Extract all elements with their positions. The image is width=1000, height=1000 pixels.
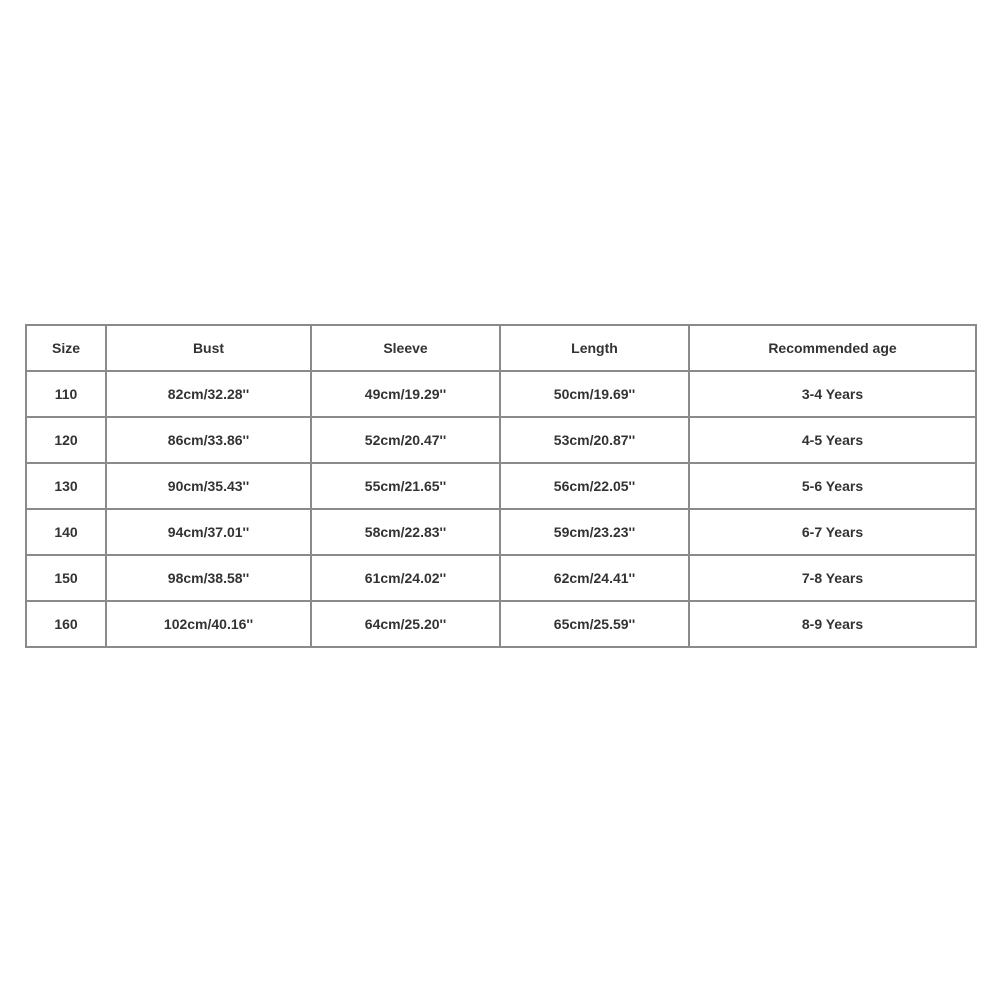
cell-sleeve: 58cm/22.83'' — [311, 509, 500, 555]
header-sleeve: Sleeve — [311, 325, 500, 371]
cell-recommended-age: 6-7 Years — [689, 509, 976, 555]
cell-length: 65cm/25.59'' — [500, 601, 689, 647]
cell-size: 140 — [26, 509, 106, 555]
cell-recommended-age: 7-8 Years — [689, 555, 976, 601]
cell-bust: 82cm/32.28'' — [106, 371, 311, 417]
cell-sleeve: 61cm/24.02'' — [311, 555, 500, 601]
header-row — [26, 325, 976, 371]
header-bust: Bust — [106, 325, 311, 371]
table-row — [26, 371, 976, 417]
cell-bust: 86cm/33.86'' — [106, 417, 311, 463]
cell-sleeve: 52cm/20.47'' — [311, 417, 500, 463]
cell-sleeve: 64cm/25.20'' — [311, 601, 500, 647]
cell-bust: 94cm/37.01'' — [106, 509, 311, 555]
table-row — [26, 509, 976, 555]
table-row — [26, 601, 976, 647]
table-row — [26, 555, 976, 601]
size-chart-header — [26, 325, 976, 371]
cell-size: 150 — [26, 555, 106, 601]
cell-size: 110 — [26, 371, 106, 417]
cell-recommended-age: 4-5 Years — [689, 417, 976, 463]
header-size: Size — [26, 325, 106, 371]
cell-bust: 90cm/35.43'' — [106, 463, 311, 509]
cell-sleeve: 49cm/19.29'' — [311, 371, 500, 417]
cell-length: 56cm/22.05'' — [500, 463, 689, 509]
cell-length: 62cm/24.41'' — [500, 555, 689, 601]
cell-recommended-age: 3-4 Years — [689, 371, 976, 417]
cell-bust: 102cm/40.16'' — [106, 601, 311, 647]
cell-sleeve: 55cm/21.65'' — [311, 463, 500, 509]
cell-size: 130 — [26, 463, 106, 509]
size-chart-body — [26, 371, 976, 647]
cell-recommended-age: 5-6 Years — [689, 463, 976, 509]
table-row — [26, 463, 976, 509]
cell-size: 120 — [26, 417, 106, 463]
table-row — [26, 417, 976, 463]
cell-recommended-age: 8-9 Years — [689, 601, 976, 647]
header-recommended-age: Recommended age — [689, 325, 976, 371]
cell-length: 53cm/20.87'' — [500, 417, 689, 463]
size-chart-table — [25, 324, 977, 648]
cell-bust: 98cm/38.58'' — [106, 555, 311, 601]
cell-length: 50cm/19.69'' — [500, 371, 689, 417]
cell-size: 160 — [26, 601, 106, 647]
header-length: Length — [500, 325, 689, 371]
cell-length: 59cm/23.23'' — [500, 509, 689, 555]
